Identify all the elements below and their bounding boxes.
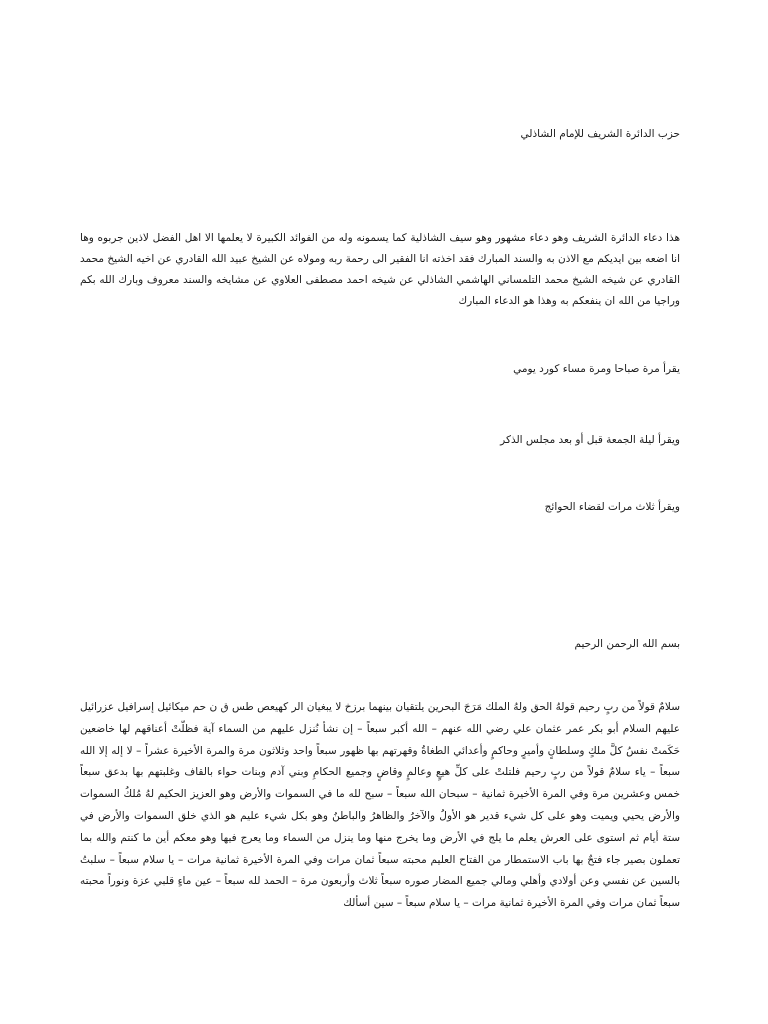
basmala-heading: بسم الله الرحمن الرحيم	[574, 638, 680, 650]
instruction-friday: ويقرأ ليلة الجمعة قبل أو بعد مجلس الذكر	[500, 434, 680, 446]
intro-paragraph: هذا دعاء الدائرة الشريف وهو دعاء مشهور وهو سيف الشاذلية كما يسمونه وله من الفوائد الكبيرة لا يعلمها الا اهل الفضل لاذين جربوه وها انا اضعه بين ايديكم مع الاذن به والسند المبارك فقد اخذته انا الفقير الى رحمة ربه ومولاه عن الشيخ عبيد الله القادري عن اخيه الشيخ محمد القادري عن شيخه الشيخ محمد التلمساني الهاشمي الشاذلي عن شيخه احمد مصطفى العلاوي عن مشايخه والسند معروف وبارك الله بكم وراجيا من الله ان ينفعكم به وهذا هو الدعاء المبارك	[80, 232, 680, 307]
instruction-needs: ويقرأ ثلاث مرات لقضاء الحوائج	[544, 501, 680, 513]
instruction-daily: يقرأ مرة صباحا ومرة مساء كورد يومي	[513, 363, 680, 375]
hizb-body-text: سلامٌ قولاً من ربٍ رحيم قولهُ الحق ولهُ الملك مَرَجَ البحرين يلتقيان بينهما برزخ لا يبغيان الر كهيعص طس ق ن حم ميكائيل إسرافيل عزرائيل عليهم السلام أبو بكر عمر عثمان علي رضي الله عنهم – الله أكبر سبعاً – إن نشأ نُنزل عليهم من السماء آية فظلّتْ أعناقهم لها خاضعين حَكَمتْ نفسُ كلَّ ملكٍ وسلطانٍ وأميرٍ وحاكمٍ وأعدائي الطغاةُ وقهرتهم بها ظهور سبعاً واحد وثلاثون مرة والمرة الأخيرة عشراً – لا إله إلا الله سبعاً – ياء سلامٌ قولاً من ربٍ رحيم فلتلتْ على كلِّ هيعٍ وعالمٍ وقاضٍ وجميع الحكامِ وبني آدم وبنات حواء بالقاف وغلبتهم بها بدعق سبعاً خمس وعشرين مرة وفي المرة الأخيرة ثمانية – سبحان الله سبعاً – سبح لله ما في السموات والأرض وهو العزيز الحكيم لهُ مُلكُ السموات والأرض يحيي ويميت وهو على كل شيء قدير هو الأولُ والآخرُ والظاهرُ والباطنُ وهو بكل شيء عليم هو الذي خلق السموات والأرض في ستة أيام ثم استوى على العرش يعلم ما يلج في الأرض وما يخرج منها وما ينزل من السماء وما يعرج فيها وهو معكم أين ما كنتم والله بما تعملون بصير جاء فتحٌ بها باب الاستمطار من الفتاح العليم محبته سبعاً ثمان مرات وفي المرة الأخيرة ثمانية مرات – يا سلام سبعاً – سلبتُ بالسين عن نفسي وعن أولادي وأهلي ومالي جميع المضار صوره سبعاً ثلاث وأربعون مرة – الحمد لله سبعاً – عين ماءٍ قلبي عزة ونوراً محبته سبعاً ثمان مرات وفي المرة الأخيرة ثمانية مرات – يا سلام سبعاً – سين أسألك	[80, 701, 680, 910]
document-title: حزب الدائرة الشريف للإمام الشاذلي	[520, 128, 680, 140]
